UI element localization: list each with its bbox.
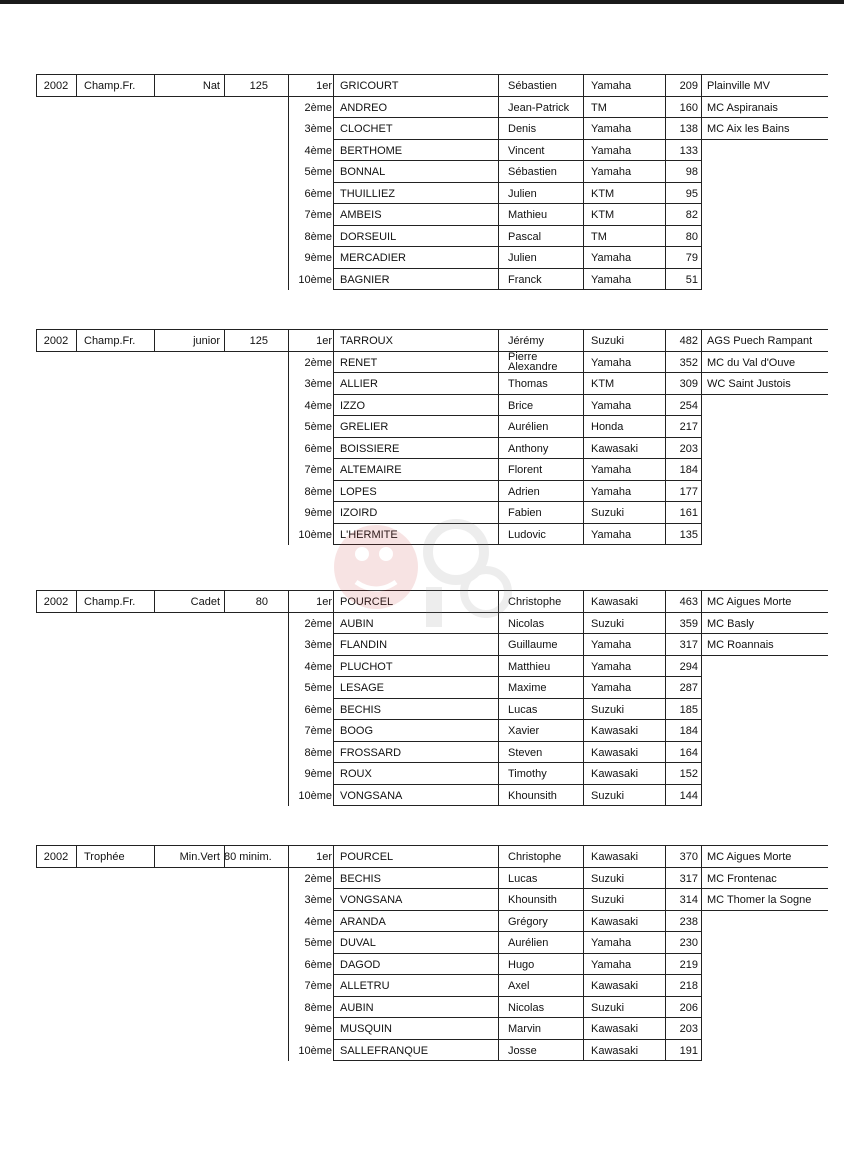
rider-points: 184	[679, 464, 698, 476]
rider-first-name: Brice	[508, 399, 534, 412]
section-cylinder: 80	[255, 596, 268, 608]
rider-rank: 2ème	[304, 356, 332, 369]
rider-rank: 1er	[316, 335, 332, 347]
section-championship: Champ.Fr.	[84, 596, 136, 608]
rider-first-name: Thomas	[508, 378, 548, 390]
rider-club: MC Frontenac	[707, 872, 777, 885]
rider-first-name: Christophe	[508, 596, 562, 608]
rider-last-name: SALLEFRANQUE	[340, 1044, 429, 1057]
rider-brand: Kawasaki	[591, 442, 639, 455]
rider-points: 254	[679, 399, 698, 412]
rider-first-name: Khounsith	[508, 789, 557, 802]
rider-first-name: Timothy	[508, 768, 547, 780]
rider-last-name: ROUX	[340, 768, 372, 780]
rider-first-name: Mathieu	[508, 209, 548, 221]
section-year: 2002	[43, 80, 69, 92]
rider-points: 203	[679, 1023, 698, 1035]
rider-points: 317	[679, 872, 698, 885]
rider-last-name: IZOIRD	[340, 507, 378, 519]
rider-first-name: Nicolas	[508, 1001, 545, 1014]
rider-brand: Yamaha	[591, 356, 632, 369]
rider-brand: Yamaha	[591, 660, 632, 673]
rider-club: MC du Val d'Ouve	[707, 356, 796, 369]
rider-first-name: Julien	[508, 187, 537, 200]
rider-rank: 10ème	[298, 528, 332, 541]
table-divider	[701, 394, 828, 395]
rider-brand: Suzuki	[591, 507, 625, 519]
rider-points: 135	[679, 528, 698, 541]
rider-brand: Kawasaki	[591, 596, 639, 608]
rider-brand: TM	[591, 101, 607, 114]
rider-points: 161	[679, 507, 698, 519]
rider-rank: 6ème	[304, 442, 332, 455]
rider-last-name: BOOG	[340, 725, 374, 737]
rider-rank: 4ème	[304, 144, 332, 157]
rider-last-name: BAGNIER	[340, 273, 390, 286]
rider-rank: 1er	[316, 80, 332, 92]
rider-first-name: Steven	[508, 746, 543, 759]
rider-points: 482	[679, 335, 698, 347]
rider-brand: Yamaha	[591, 639, 632, 651]
rider-first-name: Xavier	[508, 725, 540, 737]
rider-points: 152	[679, 768, 698, 780]
rider-last-name: ANDREO	[340, 101, 388, 114]
rider-rank: 7ème	[304, 464, 332, 476]
rider-points: 138	[679, 123, 698, 135]
rider-points: 294	[679, 660, 698, 673]
rider-last-name: THUILLIEZ	[340, 187, 396, 200]
rider-rank: 3ème	[304, 894, 332, 906]
rider-last-name: BONNAL	[340, 166, 386, 178]
rider-brand: Suzuki	[591, 1001, 625, 1014]
rider-rank: 2ème	[304, 101, 332, 114]
rider-rank: 8ème	[304, 230, 332, 243]
rider-points: 314	[679, 894, 698, 906]
table-divider	[76, 590, 77, 612]
rider-points: 203	[679, 442, 698, 455]
rider-rank: 1er	[316, 851, 332, 863]
rider-rank: 10ème	[298, 789, 332, 802]
rider-last-name: ALLIER	[340, 378, 378, 390]
rider-points: 352	[679, 356, 698, 369]
rider-rank: 9ème	[304, 252, 332, 264]
rider-last-name: POURCEL	[340, 596, 394, 608]
section-cylinder: 125	[249, 80, 268, 92]
rider-last-name: BECHIS	[340, 872, 381, 885]
rider-brand: Yamaha	[591, 528, 632, 541]
rider-first-name: Maxime	[508, 682, 547, 694]
table-divider	[333, 805, 701, 806]
rider-points: 160	[679, 101, 698, 114]
rider-brand: Kawasaki	[591, 1044, 639, 1057]
rider-club: Plainville MV	[707, 80, 770, 92]
rider-last-name: BECHIS	[340, 703, 381, 716]
rider-points: 184	[679, 725, 698, 737]
rider-last-name: IZZO	[340, 399, 366, 412]
rider-rank: 3ème	[304, 378, 332, 390]
rider-last-name: FROSSARD	[340, 746, 402, 759]
rider-last-name: RENET	[340, 356, 378, 369]
rider-rank: 7ème	[304, 725, 332, 737]
section-year: 2002	[43, 335, 69, 347]
rider-points: 206	[679, 1001, 698, 1014]
table-divider	[701, 655, 828, 656]
rider-points: 185	[679, 703, 698, 716]
rider-points: 317	[679, 639, 698, 651]
rider-rank: 10ème	[298, 1044, 332, 1057]
rider-points: 238	[679, 915, 698, 928]
section-category: Nat	[202, 80, 220, 92]
rider-first-name: Denis	[508, 123, 537, 135]
rider-brand: Suzuki	[591, 617, 625, 630]
rider-rank: 6ème	[304, 187, 332, 200]
table-divider	[701, 910, 828, 911]
rider-rank: 9ème	[304, 507, 332, 519]
rider-first-name: Jérémy	[508, 335, 545, 347]
section-category: Cadet	[190, 596, 220, 608]
rider-club: AGS Puech Rampant	[707, 335, 813, 347]
rider-first-name: Vincent	[508, 144, 545, 157]
rider-points: 218	[679, 980, 698, 992]
rider-brand: Kawasaki	[591, 746, 639, 759]
rider-points: 209	[679, 80, 698, 92]
rider-points: 217	[679, 421, 698, 433]
rider-last-name: LESAGE	[340, 682, 385, 694]
rider-first-name: Sébastien	[508, 80, 557, 92]
rider-first-name: Florent	[508, 464, 543, 476]
rider-last-name: TARROUX	[340, 335, 393, 347]
table-divider	[333, 1060, 701, 1061]
rider-last-name: MUSQUIN	[340, 1023, 392, 1035]
rider-first-name: Lucas	[508, 703, 538, 716]
rider-rank: 6ème	[304, 958, 332, 971]
rider-points: 144	[679, 789, 698, 802]
table-divider	[76, 74, 77, 96]
rider-first-name: Aurélien	[508, 937, 549, 949]
rider-first-name: Matthieu	[508, 660, 551, 673]
rider-first-name: Pierre Alexandre	[508, 350, 558, 373]
rider-rank: 5ème	[304, 421, 332, 433]
rider-points: 370	[679, 851, 698, 863]
rider-last-name: GRELIER	[340, 421, 389, 433]
rider-last-name: AMBEIS	[340, 209, 382, 221]
rider-last-name: AUBIN	[340, 617, 374, 630]
rider-points: 98	[685, 166, 698, 178]
rider-first-name: Jean-Patrick	[508, 101, 570, 114]
rider-brand: Yamaha	[591, 123, 632, 135]
rider-rank: 1er	[316, 596, 332, 608]
rider-club: MC Aigues Morte	[707, 851, 792, 863]
rider-rank: 9ème	[304, 768, 332, 780]
rider-brand: Yamaha	[591, 144, 632, 157]
rider-last-name: FLANDIN	[340, 639, 388, 651]
rider-brand: Suzuki	[591, 335, 625, 347]
rider-first-name: Josse	[508, 1044, 537, 1057]
rider-rank: 9ème	[304, 1023, 332, 1035]
table-divider	[701, 74, 702, 290]
scan-top-edge	[0, 0, 844, 4]
rider-brand: Kawasaki	[591, 851, 639, 863]
rider-points: 95	[685, 187, 698, 200]
rider-club: MC Thomer la Sogne	[707, 894, 812, 906]
rider-last-name: AUBIN	[340, 1001, 374, 1014]
rider-rank: 7ème	[304, 209, 332, 221]
rider-points: 80	[685, 230, 698, 243]
section-cylinder: 125	[249, 335, 268, 347]
rider-rank: 5ème	[304, 937, 332, 949]
rider-points: 359	[679, 617, 698, 630]
section-championship: Trophée	[84, 851, 125, 863]
rider-rank: 10ème	[298, 273, 332, 286]
rider-last-name: GRICOURT	[340, 80, 399, 92]
rider-last-name: ALTEMAIRE	[340, 464, 402, 476]
rider-points: 177	[679, 485, 698, 498]
result-section	[36, 74, 828, 291]
table-divider	[701, 590, 702, 806]
rider-rank: 4ème	[304, 660, 332, 673]
rider-first-name: Fabien	[508, 507, 542, 519]
table-divider	[333, 289, 701, 290]
rider-rank: 7ème	[304, 980, 332, 992]
rider-points: 133	[679, 144, 698, 157]
rider-first-name: Guillaume	[508, 639, 558, 651]
result-section	[36, 590, 828, 807]
rider-brand: Suzuki	[591, 894, 625, 906]
table-divider	[701, 329, 702, 545]
rider-last-name: PLUCHOT	[340, 660, 393, 673]
rider-first-name: Adrien	[508, 485, 540, 498]
rider-last-name: BOISSIERE	[340, 442, 400, 455]
rider-brand: KTM	[591, 378, 615, 390]
rider-last-name: BERTHOME	[340, 144, 403, 157]
rider-first-name: Lucas	[508, 872, 538, 885]
rider-brand: Yamaha	[591, 273, 632, 286]
rider-brand: Yamaha	[591, 958, 632, 971]
rider-first-name: Aurélien	[508, 421, 549, 433]
table-divider	[333, 544, 701, 545]
rider-last-name: POURCEL	[340, 851, 394, 863]
rider-brand: Kawasaki	[591, 980, 639, 992]
table-divider	[701, 139, 828, 140]
rider-rank: 2ème	[304, 617, 332, 630]
rider-first-name: Pascal	[508, 230, 542, 243]
rider-club: MC Aspiranais	[707, 101, 778, 114]
rider-first-name: Anthony	[508, 442, 549, 455]
rider-rank: 3ème	[304, 123, 332, 135]
rider-brand: Kawasaki	[591, 1023, 639, 1035]
section-year: 2002	[43, 851, 69, 863]
section-championship: Champ.Fr.	[84, 335, 136, 347]
result-section	[36, 845, 828, 1062]
rider-first-name: Khounsith	[508, 894, 557, 906]
rider-club: MC Aix les Bains	[707, 123, 790, 135]
result-section	[36, 329, 828, 546]
rider-brand: KTM	[591, 187, 615, 200]
rider-points: 230	[679, 937, 698, 949]
rider-last-name: ARANDA	[340, 915, 386, 928]
rider-points: 463	[679, 596, 698, 608]
rider-brand: Kawasaki	[591, 915, 639, 928]
rider-points: 79	[685, 252, 698, 264]
rider-first-name: Grégory	[508, 915, 548, 928]
rider-club: WC Saint Justois	[707, 378, 791, 390]
rider-brand: Suzuki	[591, 703, 625, 716]
rider-points: 51	[685, 273, 698, 286]
rider-points: 219	[679, 958, 698, 971]
rider-rank: 8ème	[304, 746, 332, 759]
rider-brand: Yamaha	[591, 166, 632, 178]
rider-last-name: LOPES	[340, 485, 377, 498]
section-championship: Champ.Fr.	[84, 80, 136, 92]
rider-last-name: L'HERMITE	[340, 528, 398, 541]
rider-brand: Yamaha	[591, 682, 632, 694]
rider-points: 164	[679, 746, 698, 759]
rider-first-name: Julien	[508, 252, 537, 264]
rider-last-name: VONGSANA	[340, 789, 403, 802]
rider-brand: KTM	[591, 209, 615, 221]
rider-first-name: Marvin	[508, 1023, 542, 1035]
rider-rank: 5ème	[304, 682, 332, 694]
rider-first-name: Nicolas	[508, 617, 545, 630]
rider-last-name: ALLETRU	[340, 980, 390, 992]
rider-brand: Kawasaki	[591, 768, 639, 780]
rider-rank: 5ème	[304, 166, 332, 178]
rider-rank: 8ème	[304, 1001, 332, 1014]
table-divider	[701, 845, 702, 1061]
rider-club: MC Roannais	[707, 639, 774, 651]
section-year: 2002	[43, 596, 69, 608]
rider-rank: 4ème	[304, 399, 332, 412]
rider-points: 191	[679, 1044, 698, 1057]
rider-first-name: Christophe	[508, 851, 562, 863]
section-category: junior	[193, 335, 220, 347]
rider-rank: 2ème	[304, 872, 332, 885]
rider-last-name: DAGOD	[340, 958, 381, 971]
rider-brand: TM	[591, 230, 607, 243]
rider-last-name: DUVAL	[340, 937, 376, 949]
rider-brand: Yamaha	[591, 80, 632, 92]
rider-first-name: Franck	[508, 273, 542, 286]
rider-rank: 8ème	[304, 485, 332, 498]
rider-brand: Suzuki	[591, 872, 625, 885]
section-category: Min.Vert	[179, 851, 220, 863]
rider-brand: Yamaha	[591, 464, 632, 476]
table-divider	[76, 329, 77, 351]
table-divider	[76, 845, 77, 867]
rider-first-name: Sébastien	[508, 166, 557, 178]
rider-brand: Yamaha	[591, 937, 632, 949]
rider-first-name: Axel	[508, 980, 530, 992]
rider-last-name: DORSEUIL	[340, 230, 397, 243]
rider-rank: 6ème	[304, 703, 332, 716]
rider-brand: Yamaha	[591, 485, 632, 498]
rider-brand: Kawasaki	[591, 725, 639, 737]
rider-last-name: CLOCHET	[340, 123, 393, 135]
rider-points: 82	[685, 209, 698, 221]
rider-first-name: Ludovic	[508, 528, 546, 541]
rider-rank: 3ème	[304, 639, 332, 651]
section-cylinder: 80 minim.	[224, 851, 272, 863]
rider-club: MC Basly	[707, 617, 755, 630]
rider-points: 287	[679, 682, 698, 694]
rider-rank: 4ème	[304, 915, 332, 928]
rider-brand: Honda	[591, 421, 624, 433]
rider-last-name: MERCADIER	[340, 252, 407, 264]
rider-brand: Yamaha	[591, 399, 632, 412]
rider-first-name: Hugo	[508, 958, 535, 971]
rider-club: MC Aigues Morte	[707, 596, 792, 608]
rider-brand: Yamaha	[591, 252, 632, 264]
rider-brand: Suzuki	[591, 789, 625, 802]
rider-last-name: VONGSANA	[340, 894, 403, 906]
rider-points: 309	[679, 378, 698, 390]
